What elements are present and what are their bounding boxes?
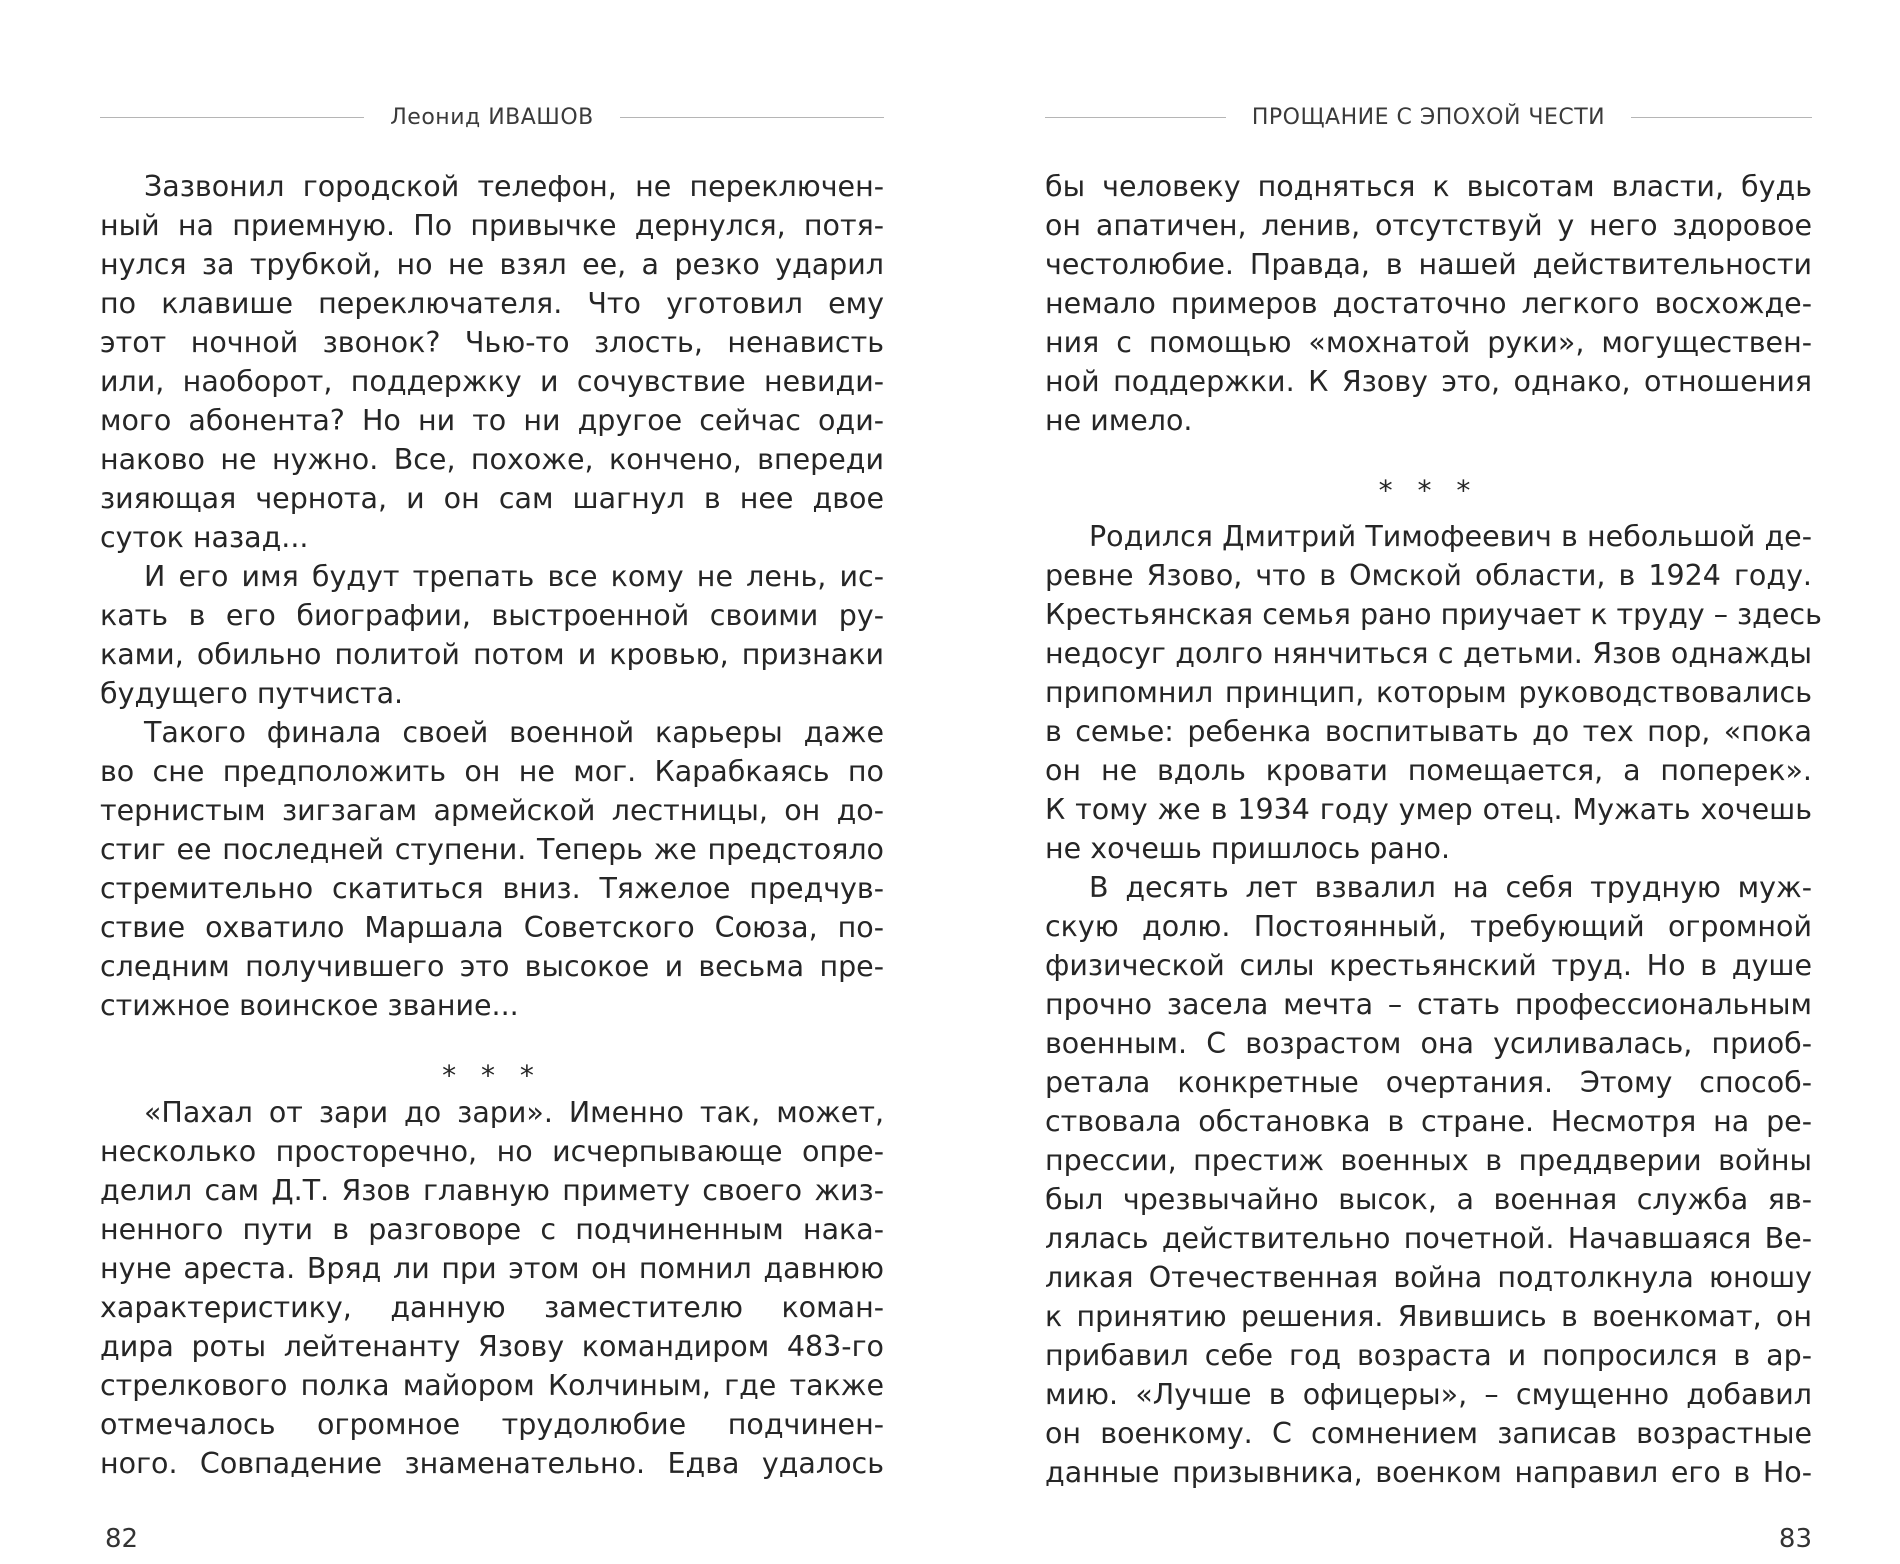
text-line: был чрезвычайно высок, а военная служба яв- (1045, 1183, 1812, 1216)
text-line: стижное воинское звание... (100, 989, 519, 1022)
text-line: стрелкового полка майором Колчиным, где также (100, 1369, 884, 1402)
text-line: стремительно скатиться вниз. Тяжелое предчув- (100, 872, 884, 905)
text-line: немало примеров достаточно легкого восхожде- (1045, 287, 1812, 320)
text-line: ликая Отечественная война подтолкнула юношу (1045, 1261, 1812, 1294)
text-line: следним получившего это высокое и весьма пре- (100, 950, 884, 983)
text-line: Крестьянская семья рано приучает к труду – здесь (1045, 598, 1822, 631)
right-page (1045, 0, 1822, 1564)
text-line: ревне Язово, что в Омской области, в 1924 году. (1045, 559, 1812, 592)
text-line: стиг ее последней ступени. Теперь же предстояло (100, 833, 884, 866)
text-line: мию. «Лучше в офицеры», – смущенно добавил (1045, 1378, 1812, 1411)
text-line: «Пахал от зари до зари». Именно так, может, (144, 1096, 884, 1129)
text-line: И его имя будут трепать все кому не лень, ис- (144, 560, 884, 593)
section-divider-stars: * * * (1378, 474, 1479, 507)
text-line: не имело. (1045, 404, 1193, 437)
left-header-text: Леонид ИВАШОВ (390, 104, 594, 130)
right-running-header (1045, 103, 1812, 131)
text-line: ной поддержки. К Язову это, однако, отношения (1045, 365, 1812, 398)
header-rule-left (1045, 117, 1226, 118)
text-line: в семье: ребенка воспитывать до тех пор, «пока (1045, 715, 1812, 748)
text-line: ретала конкретные очертания. Этому способ- (1045, 1066, 1812, 1099)
text-line: к принятию решения. Явившись в военкомат, он (1045, 1300, 1812, 1333)
text-line: нуне ареста. Вряд ли при этом он помнил давнюю (100, 1252, 884, 1285)
text-line: прибавил себе год возраста и попросился в ар- (1045, 1339, 1812, 1372)
header-rule-right (1631, 117, 1812, 118)
page-number-right: 83 (1778, 1524, 1812, 1554)
left-running-header (100, 103, 884, 131)
text-line: он апатичен, ленив, отсутствуй у него здоровое (1045, 209, 1812, 242)
text-line: по клавише переключателя. Что уготовил ему (100, 287, 884, 320)
text-line: Зазвонил городской телефон, не переключен- (144, 170, 884, 203)
text-line: ного. Совпадение знаменательно. Едва удалось (100, 1447, 884, 1480)
text-line: ный на приемную. По привычке дернулся, потя- (100, 209, 884, 242)
text-line: военным. С возрастом она усиливалась, приоб- (1045, 1027, 1812, 1060)
header-rule-right (620, 117, 884, 118)
text-line: прочно засела мечта – стать профессиональным (1045, 988, 1812, 1021)
page-number-left: 82 (105, 1524, 139, 1554)
text-line: Родился Дмитрий Тимофеевич в небольшой де- (1089, 520, 1812, 553)
text-line: суток назад... (100, 521, 309, 554)
text-line: недосуг долго нянчиться с детьми. Язов однажды (1045, 637, 1812, 670)
text-line: лялась действительно почетной. Начавшаяся Ве- (1045, 1222, 1812, 1255)
text-line: ками, обильно политой потом и кровью, признаки (100, 638, 884, 671)
text-line: он не вдоль кровати помещается, а поперек». (1045, 754, 1812, 787)
text-line: данные призывника, военком направил его в Но- (1045, 1456, 1812, 1489)
text-line: В десять лет взвалил на себя трудную муж- (1089, 871, 1812, 904)
text-line: мого абонента? Но ни то ни другое сейчас оди- (100, 404, 884, 437)
text-line: ствие охватило Маршала Советского Союза, по- (100, 911, 884, 944)
text-line: припомнил принцип, которым руководствовались (1045, 676, 1812, 709)
left-page (100, 0, 884, 1564)
text-line: несколько просторечно, но исчерпывающе опре- (100, 1135, 884, 1168)
text-line: честолюбие. Правда, в нашей действительности (1045, 248, 1812, 281)
text-line: бы человеку подняться к высотам власти, будь (1045, 170, 1812, 203)
text-line: во сне предположить он не мог. Карабкаясь по (100, 755, 884, 788)
text-line: тернистым зигзагам армейской лестницы, он до- (100, 794, 884, 827)
text-line: этот ночной звонок? Чью-то злость, ненависть (100, 326, 884, 359)
text-line: физической силы крестьянский труд. Но в душе (1045, 949, 1812, 982)
text-line: характеристику, данную заместителю коман- (100, 1291, 884, 1324)
text-line: К тому же в 1934 году умер отец. Мужать хочешь (1045, 793, 1812, 826)
text-line: он военкому. С сомнением записав возрастные (1045, 1417, 1812, 1450)
text-line: нулся за трубкой, но не взял ее, а резко ударил (100, 248, 884, 281)
text-line: кать в его биографии, выстроенной своими ру- (100, 599, 884, 632)
text-line: наково не нужно. Все, похоже, кончено, впереди (100, 443, 884, 476)
text-line: скую долю. Постоянный, требующий огромной (1045, 910, 1812, 943)
text-line: прессии, престиж военных в преддверии войны (1045, 1144, 1812, 1177)
section-divider-stars: * * * (442, 1059, 542, 1092)
text-line: делил сам Д.Т. Язов главную примету своего жиз- (100, 1174, 884, 1207)
text-line: дира роты лейтенанту Язову командиром 483-го (100, 1330, 884, 1363)
text-line: зияющая чернота, и он сам шагнул в нее двое (100, 482, 884, 515)
text-line: отмечалось огромное трудолюбие подчинен- (100, 1408, 884, 1441)
right-header-text: ПРОЩАНИЕ С ЭПОХОЙ ЧЕСТИ (1251, 104, 1606, 130)
header-rule-left (100, 117, 364, 118)
text-line: будущего путчиста. (100, 677, 404, 710)
text-line: не хочешь пришлось рано. (1045, 832, 1451, 865)
text-line: ствовала обстановка в стране. Несмотря на ре- (1045, 1105, 1812, 1138)
text-line: ния с помощью «мохнатой руки», могуществен- (1045, 326, 1812, 359)
text-line: или, наоборот, поддержку и сочувствие невиди- (100, 365, 884, 398)
text-line: ненного пути в разговоре с подчиненным нака- (100, 1213, 884, 1246)
text-line: Такого финала своей военной карьеры даже (144, 716, 884, 749)
